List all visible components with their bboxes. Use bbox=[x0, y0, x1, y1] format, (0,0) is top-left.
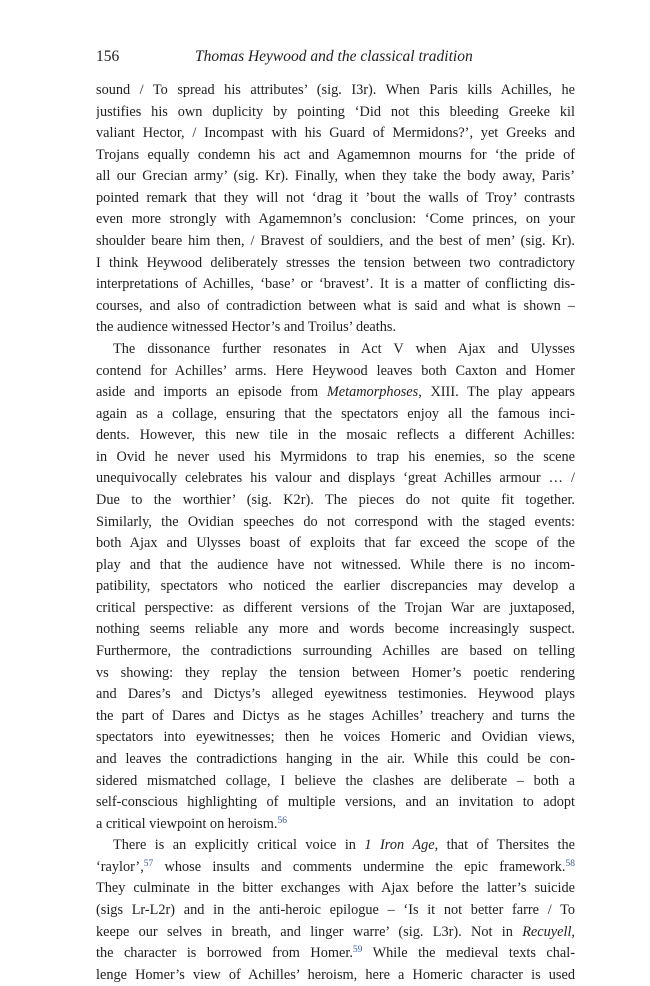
text-line: They culminate in the bitter exchanges with Ajax before the latter’s suicide bbox=[96, 880, 575, 897]
text-line: and Dares’s and Dictys’s alleged eyewitness testimonies. Heywood plays bbox=[96, 686, 575, 703]
line-text: aside and imports an episode from bbox=[96, 384, 327, 401]
text-line bbox=[96, 857, 575, 879]
italic-title: Metamorphoses bbox=[326, 384, 419, 401]
text-line: both Ajax and Ulysses boast of exploits that far exceed the scope of the bbox=[96, 535, 575, 552]
text-line bbox=[96, 922, 575, 944]
line-text: ‘raylor’, bbox=[96, 858, 144, 875]
footnote-ref: 56 bbox=[277, 815, 287, 826]
footnote-ref: 59 bbox=[352, 945, 363, 956]
text-line: sidered mismatched collage, I believe the clashes are deliberate – both a bbox=[96, 772, 575, 789]
text-line: valiant Hector, / Incompast with his Guard of Mermidons?’, yet Greeks and bbox=[96, 125, 575, 142]
text-line bbox=[96, 814, 575, 836]
text-line bbox=[96, 382, 575, 404]
text-line: spectators into eyewitnesses; then he voices Homeric and Ovidian views, bbox=[96, 729, 575, 746]
text-line: shoulder beare him then, / Bravest of souldiers, and the best of men’ (sig. Kr). bbox=[96, 233, 575, 250]
text-line bbox=[96, 943, 575, 965]
text-line: unequivocally celebrates his valour and displays ‘great Achilles armour … / bbox=[96, 470, 575, 487]
line-text: , that of Thersites the bbox=[434, 837, 575, 854]
text-line: contend for Achilles’ arms. Here Heywood leaves both Caxton and Homer bbox=[96, 362, 575, 379]
text-line: Similarly, the Ovidian speeches do not correspond with the staged events: bbox=[96, 513, 575, 530]
text-line: (sigs Lr-L2r) and in the anti-heroic epilogue – ‘Is it not better farre / To bbox=[96, 901, 575, 918]
italic-title: 1 Iron Age bbox=[364, 837, 435, 854]
text-line: justifies his own duplicity by pointing ‘Did not this bleeding Greeke kil bbox=[96, 103, 575, 120]
running-head bbox=[96, 46, 576, 68]
body-text bbox=[96, 80, 575, 986]
line-text: keepe our selves in breath, and linger warre’ (sig. L3r). Not in bbox=[96, 923, 523, 940]
text-line bbox=[96, 835, 575, 857]
text-line: dents. However, this new tile in the mosaic reflects a different Achilles: bbox=[96, 427, 575, 444]
text-line: all our Grecian army’ (sig. Kr). Finally, when they take the body away, Paris’ bbox=[96, 168, 575, 185]
footnote-ref: 58 bbox=[565, 858, 575, 869]
line-text: There is an explicitly critical voice in bbox=[113, 837, 365, 854]
running-title: Thomas Heywood and the classical tradition bbox=[195, 48, 473, 65]
text-line: the part of Dares and Dictys as he stages Achilles’ treachery and turns the bbox=[96, 707, 575, 724]
footnote-ref: 57 bbox=[143, 858, 154, 869]
text-line: in Ovid he never used his Myrmidons to trap his enemies, so the scene bbox=[96, 448, 575, 465]
line-text: While the medieval texts chal- bbox=[362, 945, 575, 962]
text-line: Furthermore, the contradictions surrounding Achilles are based on telling bbox=[96, 643, 575, 660]
text-line: sound / To spread his attributes’ (sig. I3r). When Paris kills Achilles, he bbox=[96, 82, 575, 98]
text-line: vs showing: they replay the tension between Homer’s poetic rendering bbox=[96, 664, 575, 681]
text-line: courses, and also of contradiction between what is said and what is shown – bbox=[96, 297, 575, 314]
line-text: a critical viewpoint on heroism. bbox=[96, 815, 278, 832]
text-line: The dissonance further resonates in Act V when Ajax and Ulysses bbox=[113, 340, 575, 357]
text-line: and leaves the contradictions hanging in the air. While this could be con- bbox=[96, 750, 575, 767]
text-line: Trojans equally condemn his act and Agamemnon mourns for ‘the pride of bbox=[96, 146, 575, 163]
text-line: interpretations of Achilles, ‘base’ or ‘bravest’. It is a matter of conflicting dis- bbox=[96, 276, 575, 293]
text-line: Due to the worthier’ (sig. K2r). The pieces do not quite fit together. bbox=[96, 491, 575, 508]
text-line: even more strongly with Agamemnon’s conclusion: ‘Come princes, on your bbox=[96, 211, 575, 228]
text-line: patibility, spectators who noticed the earlier discrepancies may develop a bbox=[96, 578, 575, 595]
text-line: I think Heywood deliberately stresses the tension between two contradictory bbox=[96, 254, 575, 271]
text-line: again as a collage, ensuring that the spectators enjoy all the famous inci- bbox=[96, 405, 575, 422]
text-line: critical perspective: as different versions of the Trojan War are juxtaposed, bbox=[96, 599, 575, 616]
text-line: the audience witnessed Hector’s and Troilus’ deaths. bbox=[96, 319, 397, 336]
text-line: pointed remark that they will not ‘drag it ’bout the walls of Troy’ contrasts bbox=[96, 189, 575, 206]
line-text: the character is borrowed from Homer. bbox=[96, 945, 353, 962]
text-line: self-conscious highlighting of multiple versions, and an invitation to adopt bbox=[96, 794, 575, 811]
line-text: whose insults and comments undermine the epic framework. bbox=[153, 858, 566, 875]
text-line: play and that the audience have not witnessed. While there is no incom- bbox=[96, 556, 575, 573]
text-line: lenge Homer’s view of Achilles’ heroism, here a Homeric character is used bbox=[96, 966, 575, 983]
line-text: , XIII. The play appears bbox=[418, 384, 575, 401]
line-text: , bbox=[571, 923, 575, 940]
italic-title: Recuyell bbox=[522, 923, 572, 940]
text-line: nothing seems reliable any more and words become increasingly suspect. bbox=[96, 621, 575, 638]
page-number: 156 bbox=[96, 48, 120, 65]
